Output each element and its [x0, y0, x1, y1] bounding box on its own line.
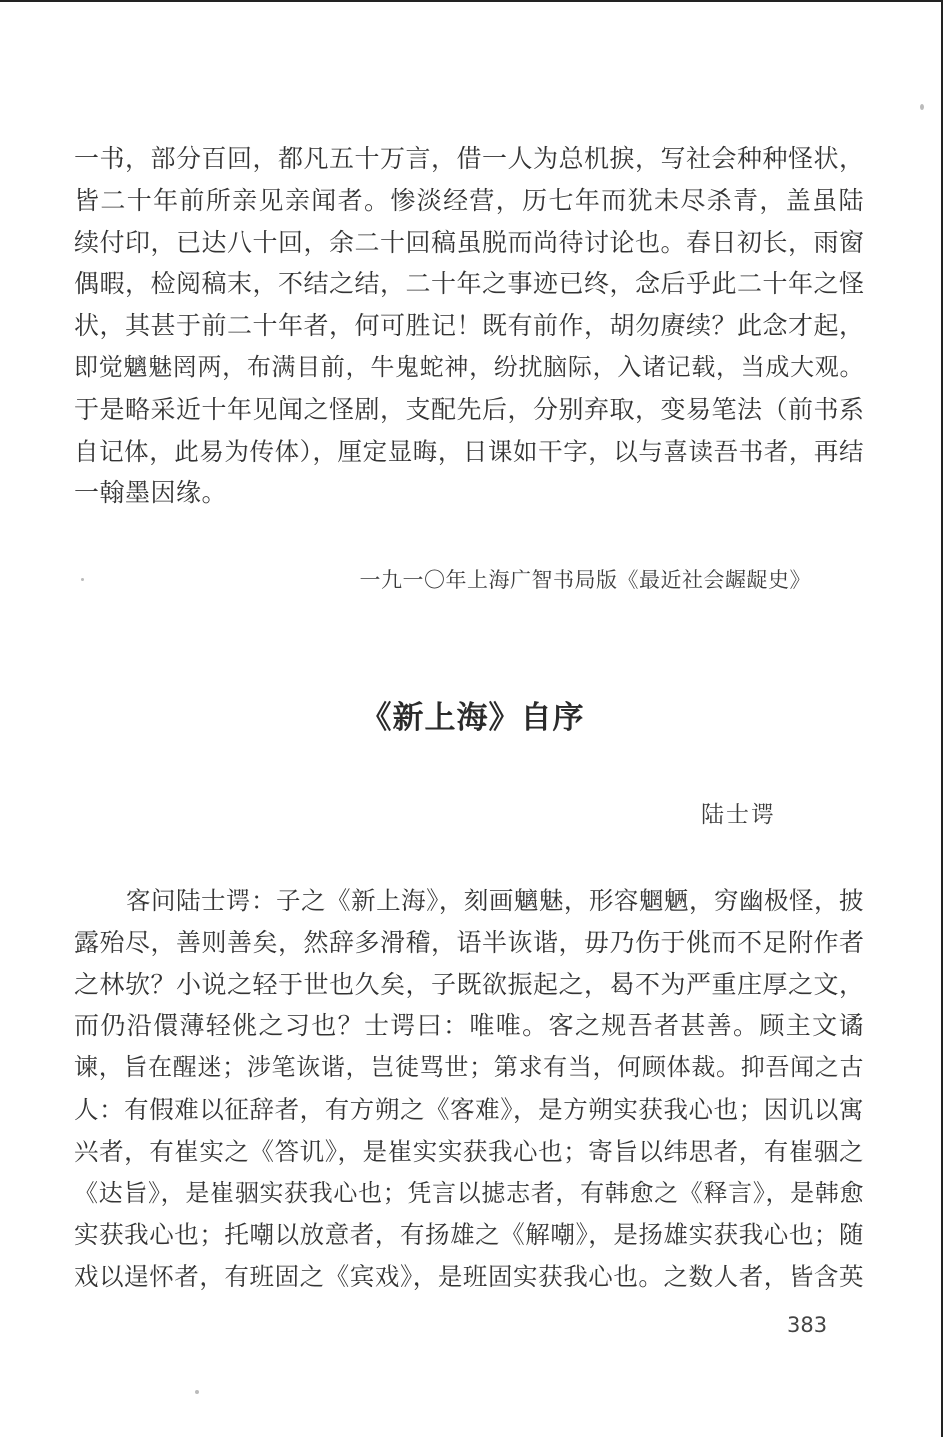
- text-line: 实获我心也；托嘲以放意者，有扬雄之《解嘲》，是扬雄实获我心也；随: [74, 1220, 864, 1250]
- text-line: 谏，旨在醒迷；涉笔诙谐，岂徒骂世；第求有当，何顾体裁。抑吾闻之古: [74, 1053, 864, 1082]
- text-line: 自记体，此易为传体），厘定显晦，日课如干字，以与喜读吾书者，再结: [74, 436, 864, 466]
- text-line: 露殆尽，善则善矣，然辞多滑稽，语半诙谐，毋乃伤于佻而不足附作者: [74, 927, 865, 957]
- text-line: 一翰墨因缘。: [74, 478, 228, 508]
- text-line: 戏以逞怀者，有班固之《宾戏》，是班固实获我心也。之数人者，皆含英: [74, 1262, 864, 1292]
- text-line: 《达旨》，是崔骃实获我心也；凭言以摅志者，有韩愈之《释言》，是韩愈: [74, 1178, 864, 1207]
- text-line: 之林欤？小说之轻于世也久矣，子既欲振起之，曷不为严重庄厚之文，: [74, 969, 865, 999]
- scan-speck: [920, 104, 924, 110]
- text-line: 偶暇，检阅稿末，不结之结，二十年之事迹已终，念后乎此二十年之怪: [74, 269, 865, 299]
- text-line: 人：有假难以征辞者，有方朔之《客难》，是方朔实获我心也；因讥以寓: [74, 1094, 864, 1124]
- page-number: 383: [787, 1313, 828, 1337]
- text-line: 即觉魑魅罔两，布满目前，牛鬼蛇神，纷扰脑际，入诸记载，当成大观。: [74, 352, 864, 381]
- scan-speck: [195, 1390, 199, 1394]
- text-line: 而仍沿儇薄轻佻之习也？士谔曰：唯唯。客之规吾者甚善。顾主文谲: [74, 1011, 864, 1041]
- text-line: 续付印，已达八十回，余二十回稿虽脱而尚待讨论也。春日初长，雨窗: [74, 227, 865, 257]
- text-line: 客问陆士谔：子之《新上海》，刻画魑魅，形容魍魉，穷幽极怪，披: [126, 886, 864, 915]
- body-paragraph: [74, 880, 864, 1298]
- section-title: 《新上海》自序: [360, 700, 585, 736]
- scan-speck: [81, 578, 84, 581]
- author-name: 陆士谔: [701, 802, 776, 828]
- text-line: 皆二十年前所亲见亲闻者。惨淡经营，历七年而犹未尽杀青，盖虽陆: [74, 185, 864, 215]
- source-note: 一九一〇年上海广智书局版《最近社会龌龊史》: [359, 568, 811, 592]
- text-line: 状，其甚于前二十年者，何可胜记！既有前作，胡勿赓续？此念才起，: [74, 311, 865, 341]
- previous-paragraph: [74, 138, 864, 514]
- text-line: 兴者，有崔实之《答讥》，是崔实实获我心也；寄旨以纬思者，有崔骃之: [74, 1136, 864, 1166]
- text-line: 于是略采近十年见闻之怪剧，支配先后，分别弃取，变易笔法（前书系: [74, 394, 865, 424]
- text-line: 一书，部分百回，都凡五十万言，借一人为总机捩，写社会种种怪状，: [74, 144, 865, 173]
